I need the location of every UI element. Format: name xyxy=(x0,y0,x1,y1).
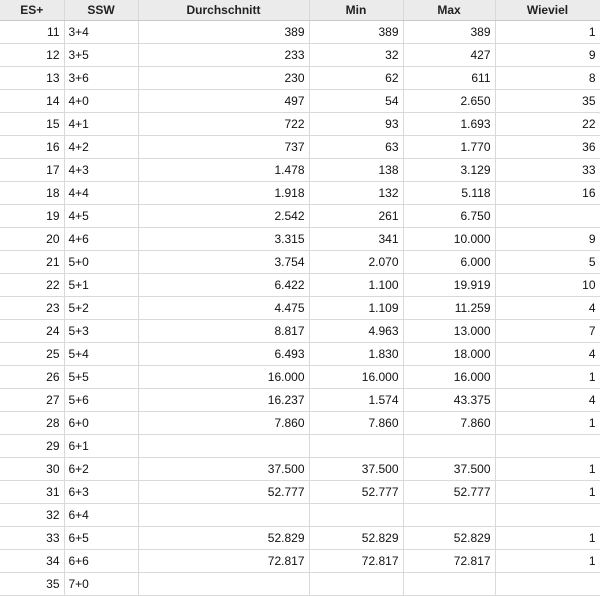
cell-ssw[interactable]: 5+4 xyxy=(64,343,138,366)
cell-ssw[interactable]: 6+0 xyxy=(64,412,138,435)
cell-ssw[interactable]: 5+0 xyxy=(64,251,138,274)
cell-max[interactable]: 52.829 xyxy=(403,527,495,550)
cell-min[interactable]: 54 xyxy=(309,90,403,113)
cell-wieviel[interactable]: 1 xyxy=(495,481,600,504)
cell-ssw[interactable]: 6+6 xyxy=(64,550,138,573)
cell-durchschnitt[interactable]: 2.542 xyxy=(138,205,309,228)
cell-min[interactable]: 93 xyxy=(309,113,403,136)
cell-wieviel[interactable] xyxy=(495,504,600,527)
header-ssw[interactable]: SSW xyxy=(64,0,138,21)
cell-max[interactable]: 1.770 xyxy=(403,136,495,159)
cell-min[interactable] xyxy=(309,504,403,527)
header-wieviel[interactable]: Wieviel xyxy=(495,0,600,21)
cell-min[interactable]: 63 xyxy=(309,136,403,159)
cell-durchschnitt[interactable]: 233 xyxy=(138,44,309,67)
cell-es-plus[interactable]: 33 xyxy=(0,527,64,550)
cell-max[interactable]: 72.817 xyxy=(403,550,495,573)
cell-min[interactable] xyxy=(309,435,403,458)
cell-wieviel[interactable]: 1 xyxy=(495,412,600,435)
cell-es-plus[interactable]: 17 xyxy=(0,159,64,182)
cell-min[interactable]: 389 xyxy=(309,21,403,44)
cell-min[interactable]: 261 xyxy=(309,205,403,228)
cell-min[interactable]: 1.109 xyxy=(309,297,403,320)
cell-ssw[interactable]: 6+4 xyxy=(64,504,138,527)
cell-max[interactable] xyxy=(403,573,495,596)
cell-es-plus[interactable]: 14 xyxy=(0,90,64,113)
cell-max[interactable]: 5.118 xyxy=(403,182,495,205)
cell-min[interactable]: 4.963 xyxy=(309,320,403,343)
cell-ssw[interactable]: 4+1 xyxy=(64,113,138,136)
table-row xyxy=(0,343,600,366)
table-row xyxy=(0,412,600,435)
table-row xyxy=(0,527,600,550)
cell-durchschnitt[interactable]: 4.475 xyxy=(138,297,309,320)
cell-wieviel[interactable]: 4 xyxy=(495,343,600,366)
cell-max[interactable]: 37.500 xyxy=(403,458,495,481)
cell-es-plus[interactable]: 16 xyxy=(0,136,64,159)
cell-durchschnitt[interactable]: 52.829 xyxy=(138,527,309,550)
cell-durchschnitt[interactable]: 7.860 xyxy=(138,412,309,435)
table-row xyxy=(0,458,600,481)
cell-max[interactable]: 10.000 xyxy=(403,228,495,251)
cell-es-plus[interactable]: 35 xyxy=(0,573,64,596)
cell-max[interactable]: 18.000 xyxy=(403,343,495,366)
cell-max[interactable]: 3.129 xyxy=(403,159,495,182)
cell-wieviel[interactable]: 10 xyxy=(495,274,600,297)
cell-durchschnitt[interactable]: 1.918 xyxy=(138,182,309,205)
table-row xyxy=(0,320,600,343)
cell-max[interactable]: 389 xyxy=(403,21,495,44)
cell-max[interactable] xyxy=(403,504,495,527)
cell-wieviel[interactable]: 9 xyxy=(495,44,600,67)
cell-min[interactable]: 1.574 xyxy=(309,389,403,412)
table-row xyxy=(0,44,600,67)
cell-max[interactable]: 6.000 xyxy=(403,251,495,274)
table-body xyxy=(0,21,600,596)
cell-max[interactable]: 43.375 xyxy=(403,389,495,412)
table-row xyxy=(0,573,600,596)
cell-es-plus[interactable]: 27 xyxy=(0,389,64,412)
cell-wieviel[interactable]: 1 xyxy=(495,21,600,44)
cell-durchschnitt[interactable]: 1.478 xyxy=(138,159,309,182)
cell-max[interactable]: 611 xyxy=(403,67,495,90)
cell-es-plus[interactable]: 26 xyxy=(0,366,64,389)
cell-durchschnitt[interactable]: 72.817 xyxy=(138,550,309,573)
cell-max[interactable]: 52.777 xyxy=(403,481,495,504)
cell-es-plus[interactable]: 32 xyxy=(0,504,64,527)
table-row xyxy=(0,504,600,527)
cell-wieviel[interactable]: 1 xyxy=(495,550,600,573)
cell-es-plus[interactable]: 25 xyxy=(0,343,64,366)
cell-durchschnitt[interactable]: 722 xyxy=(138,113,309,136)
cell-es-plus[interactable]: 21 xyxy=(0,251,64,274)
cell-es-plus[interactable]: 24 xyxy=(0,320,64,343)
cell-es-plus[interactable]: 23 xyxy=(0,297,64,320)
cell-ssw[interactable]: 6+2 xyxy=(64,458,138,481)
cell-es-plus[interactable]: 12 xyxy=(0,44,64,67)
cell-wieviel[interactable]: 8 xyxy=(495,67,600,90)
cell-ssw[interactable]: 4+6 xyxy=(64,228,138,251)
header-min[interactable]: Min xyxy=(309,0,403,21)
cell-durchschnitt[interactable]: 737 xyxy=(138,136,309,159)
cell-wieviel[interactable]: 35 xyxy=(495,90,600,113)
cell-durchschnitt[interactable]: 6.422 xyxy=(138,274,309,297)
cell-max[interactable]: 11.259 xyxy=(403,297,495,320)
table-row xyxy=(0,90,600,113)
cell-min[interactable]: 37.500 xyxy=(309,458,403,481)
cell-durchschnitt[interactable] xyxy=(138,504,309,527)
cell-ssw[interactable]: 6+1 xyxy=(64,435,138,458)
cell-es-plus[interactable]: 20 xyxy=(0,228,64,251)
cell-min[interactable]: 1.100 xyxy=(309,274,403,297)
cell-wieviel[interactable]: 22 xyxy=(495,113,600,136)
cell-durchschnitt[interactable]: 8.817 xyxy=(138,320,309,343)
cell-es-plus[interactable]: 29 xyxy=(0,435,64,458)
cell-min[interactable] xyxy=(309,573,403,596)
table-row xyxy=(0,67,600,90)
cell-min[interactable]: 52.829 xyxy=(309,527,403,550)
cell-max[interactable]: 1.693 xyxy=(403,113,495,136)
cell-ssw[interactable]: 5+2 xyxy=(64,297,138,320)
cell-es-plus[interactable]: 31 xyxy=(0,481,64,504)
cell-es-plus[interactable]: 28 xyxy=(0,412,64,435)
cell-wieviel[interactable]: 4 xyxy=(495,389,600,412)
cell-durchschnitt[interactable]: 230 xyxy=(138,67,309,90)
cell-durchschnitt[interactable]: 497 xyxy=(138,90,309,113)
cell-ssw[interactable]: 5+3 xyxy=(64,320,138,343)
cell-wieviel[interactable]: 5 xyxy=(495,251,600,274)
table-row xyxy=(0,274,600,297)
table-row xyxy=(0,228,600,251)
table-row xyxy=(0,182,600,205)
cell-max[interactable]: 427 xyxy=(403,44,495,67)
cell-wieviel[interactable]: 16 xyxy=(495,182,600,205)
cell-durchschnitt[interactable]: 52.777 xyxy=(138,481,309,504)
cell-max[interactable]: 2.650 xyxy=(403,90,495,113)
cell-ssw[interactable]: 4+2 xyxy=(64,136,138,159)
cell-min[interactable]: 341 xyxy=(309,228,403,251)
cell-durchschnitt[interactable] xyxy=(138,573,309,596)
cell-ssw[interactable]: 5+5 xyxy=(64,366,138,389)
cell-durchschnitt[interactable]: 16.000 xyxy=(138,366,309,389)
cell-wieviel[interactable]: 1 xyxy=(495,366,600,389)
cell-durchschnitt[interactable]: 3.754 xyxy=(138,251,309,274)
header-es-plus[interactable]: ES+ xyxy=(0,0,64,21)
cell-min[interactable]: 52.777 xyxy=(309,481,403,504)
cell-max[interactable]: 19.919 xyxy=(403,274,495,297)
table-header xyxy=(0,0,600,21)
cell-ssw[interactable]: 3+6 xyxy=(64,67,138,90)
cell-min[interactable]: 132 xyxy=(309,182,403,205)
cell-ssw[interactable]: 4+0 xyxy=(64,90,138,113)
cell-min[interactable]: 16.000 xyxy=(309,366,403,389)
table-row xyxy=(0,205,600,228)
cell-max[interactable] xyxy=(403,435,495,458)
cell-durchschnitt[interactable] xyxy=(138,435,309,458)
cell-es-plus[interactable]: 11 xyxy=(0,21,64,44)
cell-wieviel[interactable]: 1 xyxy=(495,527,600,550)
cell-wieviel[interactable]: 4 xyxy=(495,297,600,320)
header-max[interactable]: Max xyxy=(403,0,495,21)
cell-min[interactable]: 62 xyxy=(309,67,403,90)
table-row xyxy=(0,389,600,412)
cell-es-plus[interactable]: 19 xyxy=(0,205,64,228)
table-row xyxy=(0,136,600,159)
cell-wieviel[interactable] xyxy=(495,573,600,596)
cell-ssw[interactable]: 3+4 xyxy=(64,21,138,44)
cell-ssw[interactable]: 3+5 xyxy=(64,44,138,67)
cell-min[interactable]: 2.070 xyxy=(309,251,403,274)
cell-ssw[interactable]: 6+5 xyxy=(64,527,138,550)
cell-min[interactable]: 32 xyxy=(309,44,403,67)
cell-wieviel[interactable]: 1 xyxy=(495,458,600,481)
cell-max[interactable]: 16.000 xyxy=(403,366,495,389)
cell-ssw[interactable]: 4+5 xyxy=(64,205,138,228)
cell-ssw[interactable]: 7+0 xyxy=(64,573,138,596)
table-row xyxy=(0,251,600,274)
cell-wieviel[interactable] xyxy=(495,205,600,228)
cell-ssw[interactable]: 5+1 xyxy=(64,274,138,297)
cell-es-plus[interactable]: 30 xyxy=(0,458,64,481)
cell-min[interactable]: 7.860 xyxy=(309,412,403,435)
cell-es-plus[interactable]: 34 xyxy=(0,550,64,573)
table-row xyxy=(0,481,600,504)
table-row xyxy=(0,435,600,458)
header-row xyxy=(0,0,600,21)
table-row xyxy=(0,550,600,573)
table-row xyxy=(0,159,600,182)
cell-es-plus[interactable]: 18 xyxy=(0,182,64,205)
header-durchschnitt[interactable]: Durchschnitt xyxy=(138,0,309,21)
cell-es-plus[interactable]: 15 xyxy=(0,113,64,136)
table-row xyxy=(0,113,600,136)
cell-durchschnitt[interactable]: 389 xyxy=(138,21,309,44)
cell-min[interactable]: 138 xyxy=(309,159,403,182)
cell-ssw[interactable]: 6+3 xyxy=(64,481,138,504)
cell-es-plus[interactable]: 13 xyxy=(0,67,64,90)
cell-wieviel[interactable]: 9 xyxy=(495,228,600,251)
cell-wieviel[interactable] xyxy=(495,435,600,458)
cell-wieviel[interactable]: 36 xyxy=(495,136,600,159)
table-row xyxy=(0,21,600,44)
cell-es-plus[interactable]: 22 xyxy=(0,274,64,297)
cell-durchschnitt[interactable]: 16.237 xyxy=(138,389,309,412)
cell-wieviel[interactable]: 33 xyxy=(495,159,600,182)
cell-max[interactable]: 13.000 xyxy=(403,320,495,343)
cell-durchschnitt[interactable]: 37.500 xyxy=(138,458,309,481)
cell-ssw[interactable]: 5+6 xyxy=(64,389,138,412)
cell-durchschnitt[interactable]: 3.315 xyxy=(138,228,309,251)
cell-max[interactable]: 7.860 xyxy=(403,412,495,435)
cell-ssw[interactable]: 4+4 xyxy=(64,182,138,205)
cell-wieviel[interactable]: 7 xyxy=(495,320,600,343)
cell-ssw[interactable]: 4+3 xyxy=(64,159,138,182)
cell-max[interactable]: 6.750 xyxy=(403,205,495,228)
cell-min[interactable]: 72.817 xyxy=(309,550,403,573)
table-row xyxy=(0,297,600,320)
cell-min[interactable]: 1.830 xyxy=(309,343,403,366)
table-row xyxy=(0,366,600,389)
cell-durchschnitt[interactable]: 6.493 xyxy=(138,343,309,366)
